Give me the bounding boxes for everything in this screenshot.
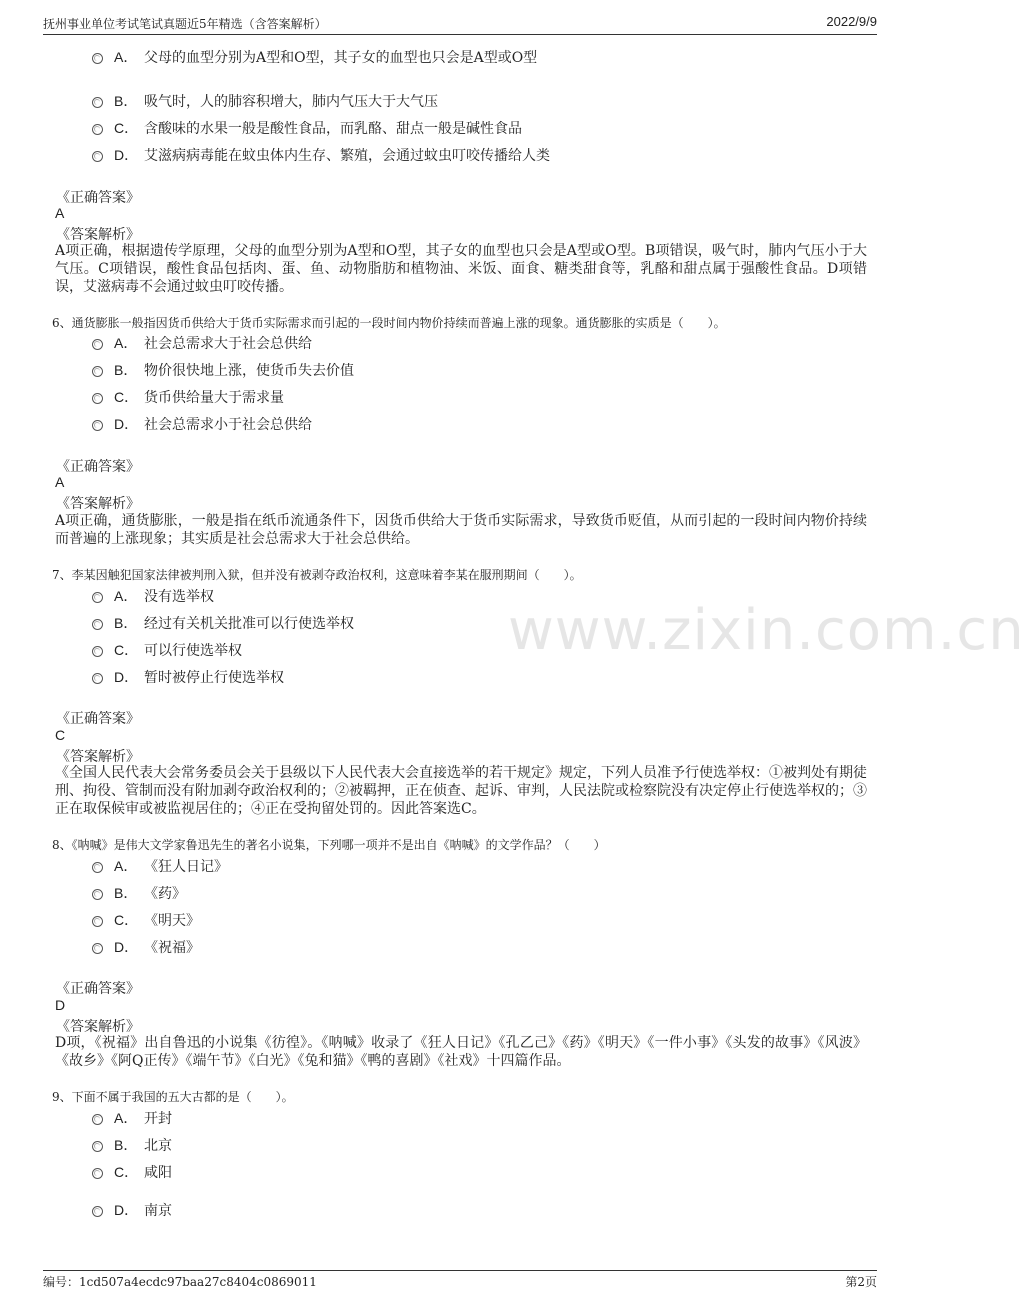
radio-icon[interactable]: [92, 889, 103, 900]
radio-icon[interactable]: [92, 1168, 103, 1179]
option-letter: B．: [114, 615, 138, 631]
option-text: 开封: [144, 1111, 172, 1127]
q9-question: 9、下面不属于我国的五大古都的是（ ）。: [52, 1090, 294, 1104]
page-footer: [43, 1270, 877, 1295]
radio-icon[interactable]: [92, 943, 103, 954]
q7-question: 7、李某因触犯国家法律被判刑入狱，但并没有被剥夺政治权利，这意味着李某在服刑期间（ ）。: [52, 568, 582, 582]
q8-question: 8、《呐喊》是伟大文学家鲁迅先生的著名小说集，下列哪一项并不是出自《呐喊》的文学作品？（ ）: [52, 838, 606, 852]
option-letter: D．: [114, 669, 139, 685]
page-number: 第2页: [845, 1275, 877, 1289]
option-text: 父母的血型分别为A型和O型，其子女的血型也只会是A型或O型: [144, 50, 538, 66]
watermark: www.zixin.com.cn: [508, 598, 1025, 663]
option-text: 北京: [144, 1138, 172, 1154]
radio-icon[interactable]: [92, 916, 103, 927]
radio-icon[interactable]: [92, 97, 103, 108]
option-text: 《明天》: [144, 913, 200, 929]
q6-analysis: A项正确，通货膨胀，一般是指在纸币流通条件下，因货币供给大于货币实际需求，导致货币贬值，从而引起的一段时间内物价持续而普遍的上涨现象；其实质是社会总需求大于社会总供给。: [55, 513, 867, 547]
radio-icon[interactable]: [92, 393, 103, 404]
option-text: 含酸味的水果一般是酸性食品，而乳酪、甜点一般是碱性食品: [144, 121, 522, 137]
radio-icon[interactable]: [92, 1114, 103, 1125]
q7-analysis-label: 《答案解析》: [56, 749, 140, 765]
option-text: 南京: [144, 1203, 172, 1219]
option-text: 《狂人日记》: [144, 859, 228, 875]
option-letter: A．: [114, 49, 138, 65]
option-letter: B．: [114, 362, 138, 378]
radio-icon[interactable]: [92, 646, 103, 657]
radio-icon[interactable]: [92, 673, 103, 684]
radio-icon[interactable]: [92, 124, 103, 135]
q6-answer-label: 《正确答案》: [56, 459, 140, 475]
q5-analysis-label: 《答案解析》: [56, 227, 140, 243]
option-text: 咸阳: [144, 1165, 172, 1181]
radio-icon[interactable]: [92, 53, 103, 64]
option-letter: C．: [114, 642, 139, 658]
option-letter: A．: [114, 335, 138, 351]
option-text: 《药》: [144, 886, 186, 902]
option-text: 物价很快地上涨，使货币失去价值: [144, 363, 354, 379]
q6-question: 6、通货膨胀一般指因货币供给大于货币实际需求而引起的一段时间内物价持续而普遍上涨的现象。通货膨胀的实质是（ ）。: [52, 316, 726, 330]
radio-icon[interactable]: [92, 592, 103, 603]
document-date: 2022/9/9: [826, 14, 877, 29]
q8-analysis-label: 《答案解析》: [56, 1019, 140, 1035]
option-letter: D．: [114, 1202, 139, 1218]
option-text: 吸气时，人的肺容积增大，肺内气压大于大气压: [144, 94, 438, 110]
option-letter: A．: [114, 858, 138, 874]
option-letter: D．: [114, 147, 139, 163]
q8-answer-label: 《正确答案》: [56, 981, 140, 997]
q7-answer-label: 《正确答案》: [56, 711, 140, 727]
option-letter: A．: [114, 1110, 138, 1126]
option-letter: B．: [114, 93, 138, 109]
option-letter: D．: [114, 416, 139, 432]
document-code: 编号：1cd507a4ecdc97baa27c8404c0869011: [43, 1275, 317, 1289]
q5-analysis: A项正确，根据遗传学原理，父母的血型分别为A型和O型，其子女的血型也只会是A型或O型。B项错误，吸气时，肺内气压小于大气压。C项错误，酸性食品包括肉、蛋、鱼、动物脂肪和植物油、米饭、面食、糖类甜食等，乳酪和甜点属于强酸性食品。D项错误，艾滋病毒不会通过蚊虫叮咬传播。: [55, 243, 867, 295]
radio-icon[interactable]: [92, 1206, 103, 1217]
option-letter: B．: [114, 885, 138, 901]
q8-answer: D: [55, 997, 66, 1013]
option-text: 暂时被停止行使选举权: [144, 670, 284, 686]
page-header: [43, 12, 877, 35]
radio-icon[interactable]: [92, 1141, 103, 1152]
q5-answer: A: [55, 205, 65, 221]
q5-answer-label: 《正确答案》: [56, 190, 140, 206]
radio-icon[interactable]: [92, 862, 103, 873]
radio-icon[interactable]: [92, 366, 103, 377]
q7-answer: C: [55, 727, 66, 743]
radio-icon[interactable]: [92, 339, 103, 350]
option-letter: C．: [114, 120, 139, 136]
option-text: 经过有关机关批准可以行使选举权: [144, 616, 354, 632]
option-letter: B．: [114, 1137, 138, 1153]
option-text: 《祝福》: [144, 940, 200, 956]
q6-answer: A: [55, 474, 65, 490]
option-text: 可以行使选举权: [144, 643, 242, 659]
document-title: 抚州事业单位考试笔试真题近5年精选（含答案解析）: [43, 17, 327, 31]
option-text: 艾滋病病毒能在蚊虫体内生存、繁殖，会通过蚊虫叮咬传播给人类: [144, 148, 550, 164]
option-text: 社会总需求大于社会总供给: [144, 336, 312, 352]
radio-icon[interactable]: [92, 151, 103, 162]
radio-icon[interactable]: [92, 619, 103, 630]
option-letter: C．: [114, 912, 139, 928]
q6-analysis-label: 《答案解析》: [56, 496, 140, 512]
radio-icon[interactable]: [92, 420, 103, 431]
option-letter: A．: [114, 588, 138, 604]
option-letter: D．: [114, 939, 139, 955]
option-text: 没有选举权: [144, 589, 214, 605]
option-text: 货币供给量大于需求量: [144, 390, 284, 406]
option-letter: C．: [114, 389, 139, 405]
option-letter: C．: [114, 1164, 139, 1180]
q8-analysis: D项，《祝福》出自鲁迅的小说集《彷徨》。《呐喊》收录了《狂人日记》《孔乙己》《药》《明天》《一件小事》《头发的故事》《风波》《故乡》《阿Q正传》《端午节》《白光》《兔和猫》《鸭的喜剧》《社戏》十四篇作品。: [55, 1035, 867, 1069]
option-text: 社会总需求小于社会总供给: [144, 417, 312, 433]
q7-analysis: 《全国人民代表大会常务委员会关于县级以下人民代表大会直接选举的若干规定》规定，下列人员准予行使选举权：①被判处有期徒刑、拘役、管制而没有附加剥夺政治权利的；②被羁押，正在侦查、起诉、审判，人民法院或检察院没有决定停止行使选举权的；③正在取保候审或被监视居住的；④正在受拘留处罚的。因此答案选C。: [55, 765, 867, 817]
